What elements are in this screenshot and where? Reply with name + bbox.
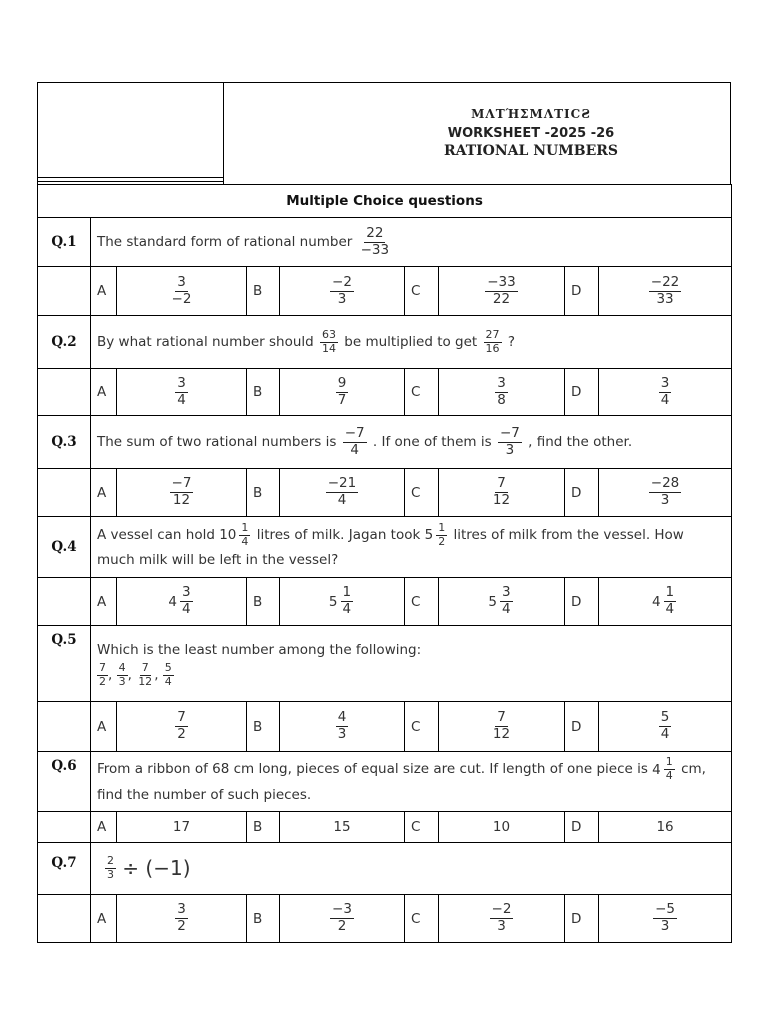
expression: ÷ (−1): [122, 856, 191, 881]
option-letter: A: [91, 369, 117, 416]
option-letter: A: [91, 895, 117, 943]
mixed-number: 4 $\frac{1}{4}$: [652, 755, 673, 782]
option-a[interactable]: $\frac{-7}{12}$: [117, 469, 247, 517]
question-number: Q.2: [38, 316, 91, 369]
option-letter: C: [405, 702, 439, 752]
divider: [38, 181, 223, 182]
option-letter: D: [565, 812, 599, 843]
fraction: $\frac{-7}{4}$: [344, 424, 365, 458]
options-row: [38, 369, 732, 416]
worksheet-title: WORKSHEET -2025 -26: [447, 126, 615, 141]
options-row: [38, 812, 732, 843]
option-b[interactable]: $\frac{9}{7}$: [280, 369, 405, 416]
options-row: [38, 895, 732, 943]
question-number: Q.5: [38, 626, 91, 702]
question-text: A vessel can hold 10 $\frac{1}{4}$ litres of milk. Jagan took 5 $\frac{1}{2}$ litres of milk from the vessel. How much milk will be left in the vessel?: [91, 517, 732, 578]
option-letter: B: [247, 702, 280, 752]
option-letter: D: [565, 267, 599, 316]
question-number: Q.7: [38, 843, 91, 895]
fraction-list: $\frac{7}{2}$ , $\frac{4}{3}$ , $\frac{7}{12}$ , $\frac{5}{4}$: [99, 661, 172, 688]
question-text: Which is the least number among the following: $\frac{7}{2}$ , $\frac{4}{3}$ , $\frac{7}{12}$ , $\frac{5}{4}$: [91, 626, 732, 702]
fraction: $\frac{2}{3}$: [107, 854, 114, 881]
question-text-part: The standard form of rational number: [97, 234, 353, 250]
option-c[interactable]: $\frac{7}{12}$: [439, 702, 565, 752]
options-row: [38, 267, 732, 316]
question-text: [91, 843, 732, 895]
option-c[interactable]: $\frac{3}{8}$: [439, 369, 565, 416]
option-letter: A: [91, 469, 117, 517]
option-letter: D: [565, 578, 599, 626]
question-number: Q.1: [38, 218, 91, 267]
option-b[interactable]: 5 $\frac{1}{4}$: [280, 578, 405, 626]
question-text: From a ribbon of 68 cm long, pieces of equal size are cut. If length of one piece is 4 $\frac{1}{4}$ cm, find the number of such pieces.: [91, 752, 732, 812]
option-letter: D: [565, 895, 599, 943]
option-b[interactable]: $\frac{-21}{4}$: [280, 469, 405, 517]
question-number: Q.4: [38, 517, 91, 578]
option-letter: B: [247, 895, 280, 943]
option-letter: A: [91, 812, 117, 843]
worksheet-header: [37, 82, 731, 184]
option-letter: C: [405, 469, 439, 517]
mcq-table: [37, 184, 732, 943]
section-title: Multiple Choice questions: [38, 185, 732, 218]
fraction: $\frac{-7}{3}$: [499, 424, 520, 458]
options-row: [38, 578, 732, 626]
option-a[interactable]: $\frac{3}{2}$: [117, 895, 247, 943]
fraction: $\frac{27}{16}$: [485, 327, 500, 355]
question-text: By what rational number should $\frac{63}{14}$ be multiplied to get $\frac{27}{16}$ ?: [91, 316, 732, 369]
option-d[interactable]: $\frac{-22}{33}$: [599, 267, 732, 316]
header-logo-box: [38, 83, 224, 185]
option-d[interactable]: $\frac{-28}{3}$: [599, 469, 732, 517]
option-a[interactable]: $\frac{7}{2}$: [117, 702, 247, 752]
option-c[interactable]: $\frac{7}{12}$: [439, 469, 565, 517]
option-letter: A: [91, 267, 117, 316]
option-c[interactable]: $\frac{-2}{3}$: [439, 895, 565, 943]
option-letter: C: [405, 812, 439, 843]
option-c[interactable]: 10: [439, 812, 565, 843]
option-letter: C: [405, 267, 439, 316]
header-title-box: [224, 83, 730, 185]
option-d[interactable]: $\frac{3}{4}$: [599, 369, 732, 416]
option-letter: B: [247, 267, 280, 316]
question-number: Q.6: [38, 752, 91, 812]
fraction: $\frac{22}{-33}$: [360, 224, 390, 258]
question-text: [91, 218, 732, 267]
option-a[interactable]: $\frac{3}{-2}$: [117, 267, 247, 316]
mixed-number: 10 $\frac{1}{4}$: [219, 520, 249, 548]
option-letter: C: [405, 369, 439, 416]
option-b[interactable]: $\frac{-2}{3}$: [280, 267, 405, 316]
option-letter: D: [565, 369, 599, 416]
option-letter: B: [247, 578, 280, 626]
option-d[interactable]: $\frac{-5}{3}$: [599, 895, 732, 943]
question-number: Q.3: [38, 416, 91, 469]
option-c[interactable]: $\frac{-33}{22}$: [439, 267, 565, 316]
option-c[interactable]: 5 $\frac{3}{4}$: [439, 578, 565, 626]
fraction: $\frac{63}{14}$: [322, 327, 336, 355]
mixed-number: 5 $\frac{1}{2}$: [424, 520, 446, 548]
option-letter: D: [565, 702, 599, 752]
option-b[interactable]: $\frac{-3}{2}$: [280, 895, 405, 943]
options-row: [38, 702, 732, 752]
question-text: The sum of two rational numbers is $\frac{-7}{4}$ . If one of them is $\frac{-7}{3}$ , find the other.: [91, 416, 732, 469]
option-letter: A: [91, 578, 117, 626]
option-a[interactable]: 17: [117, 812, 247, 843]
option-letter: B: [247, 369, 280, 416]
option-b[interactable]: 15: [280, 812, 405, 843]
topic-title: RATIONAL NUMBERS: [443, 143, 619, 159]
option-letter: B: [247, 469, 280, 517]
option-d[interactable]: 16: [599, 812, 732, 843]
option-letter: B: [247, 812, 280, 843]
option-letter: D: [565, 469, 599, 517]
options-row: [38, 469, 732, 517]
option-d[interactable]: 4 $\frac{1}{4}$: [599, 578, 732, 626]
subject-title: MΛTΉΣMΛTICƧ: [471, 107, 591, 121]
divider: [38, 177, 223, 178]
option-letter: C: [405, 578, 439, 626]
option-a[interactable]: $\frac{3}{4}$: [117, 369, 247, 416]
option-d[interactable]: $\frac{5}{4}$: [599, 702, 732, 752]
option-a[interactable]: 4 $\frac{3}{4}$: [117, 578, 247, 626]
option-letter: A: [91, 702, 117, 752]
option-b[interactable]: $\frac{4}{3}$: [280, 702, 405, 752]
option-letter: C: [405, 895, 439, 943]
